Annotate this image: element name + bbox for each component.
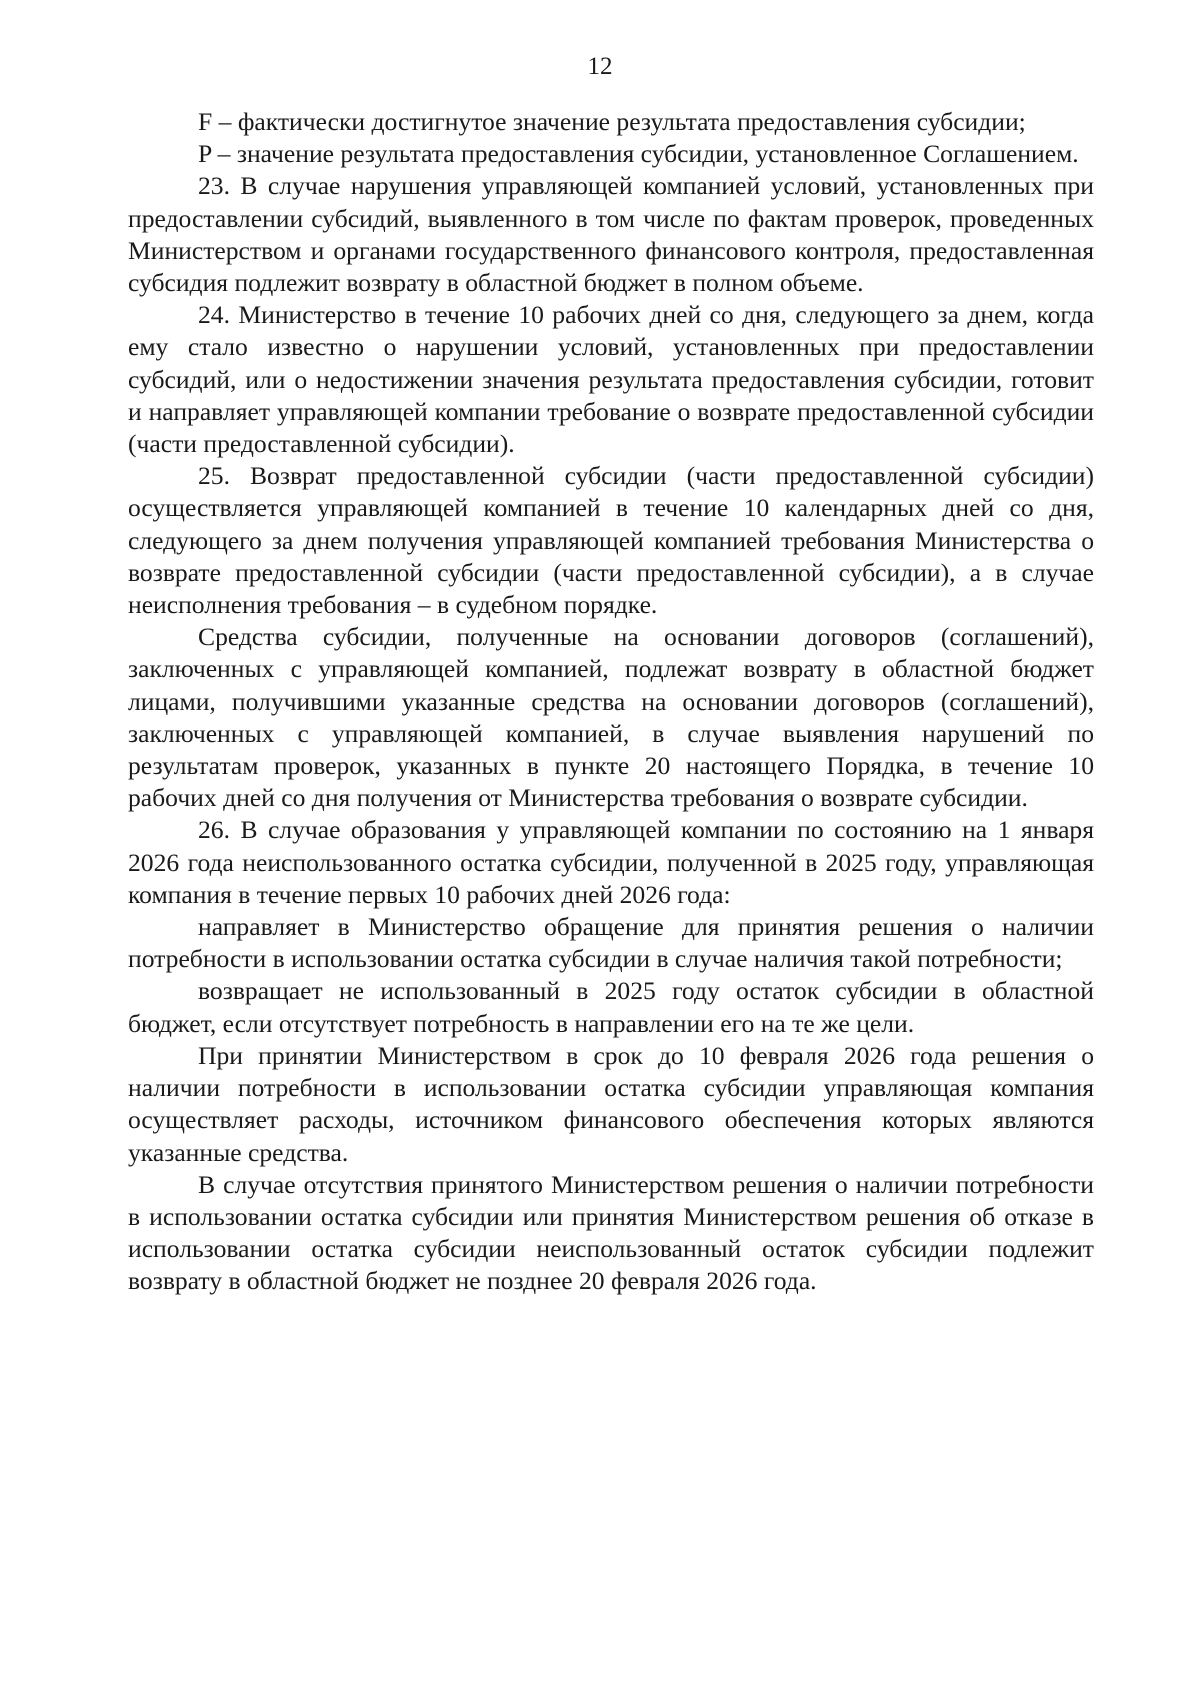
paragraph-item-25: 25. Возврат предоставленной субсидии (части предоставленной субсидии) осуществляется управляющей компанией в течение 10 календарных дней со дня, следующего за днем получения управляющей компанией требования Министерства о возврате предоставленной субсидии (части предоставленной субсидии), а в случае неисполнения требования – в судебном порядке. (128, 461, 1094, 620)
paragraph-variable-p: P – значение результата предоставления субсидии, установленное Соглашением. (198, 139, 1079, 169)
paragraph-decision-accepted: При принятии Министерством в срок до 10 февраля 2026 года решения о наличии потребности в использовании остатка субсидии управляющая компания осуществляет расходы, источником финансового обеспечения которых являются указанные средства. (128, 1040, 1094, 1167)
paragraph-returns-unused: возвращает не использованный в 2025 году остаток субсидии в областной бюджет, если отсутствует потребность в направлении его на те же цели. (128, 976, 1094, 1038)
page-number: 12 (587, 53, 613, 80)
paragraph-variable-f: F – фактически достигнутое значение результата предоставления субсидии; (198, 107, 1026, 136)
paragraph-item-23: 23. В случае нарушения управляющей компанией условий, установленных при предоставлении субсидий, выявленного в том числе по фактам проверок, проведенных Министерством и органами государственного финансового контроля, предоставленная субсидия подлежит возврату в областной бюджет в полном объеме. (128, 171, 1094, 298)
paragraph-item-24: 24. Министерство в течение 10 рабочих дней со дня, следующего за днем, когда ему стало известно о нарушении условий, установленных при предоставлении субсидий, или о недостижении значения результата предоставления субсидии, готовит и направляет управляющей компании требование о возврате предоставленной субсидии (части предоставленной субсидии). (128, 300, 1094, 459)
paragraph-no-decision: В случае отсутствия принятого Министерством решения о наличии потребности в использовании остатка субсидии или принятия Министерством решения об отказе в использовании остатка субсидии неиспользованный остаток субсидии подлежит возврату в областной бюджет не позднее 20 февраля 2026 года. (128, 1169, 1094, 1296)
document-body (128, 106, 1094, 1298)
paragraph-sends-request: направляет в Министерство обращение для принятия решения о наличии потребности в использовании остатка субсидии в случае наличия такой потребности; (128, 912, 1094, 974)
paragraph-subsidy-funds-return: Средства субсидии, полученные на основании договоров (соглашений), заключенных с управляющей компанией, подлежат возврату в областной бюджет лицами, получившими указанные средства на основании договоров (соглашений), заключенных с управляющей компанией, в случае выявления нарушений по результатам проверок, указанных в пункте 20 настоящего Порядка, в течение 10 рабочих дней со дня получения от Министерства требования о возврате субсидии. (128, 622, 1094, 813)
paragraph-item-26: 26. В случае образования у управляющей компании по состоянию на 1 января 2026 года неиспользованного остатка субсидии, полученной в 2025 году, управляющая компания в течение первых 10 рабочих дней 2026 года: (128, 815, 1094, 909)
